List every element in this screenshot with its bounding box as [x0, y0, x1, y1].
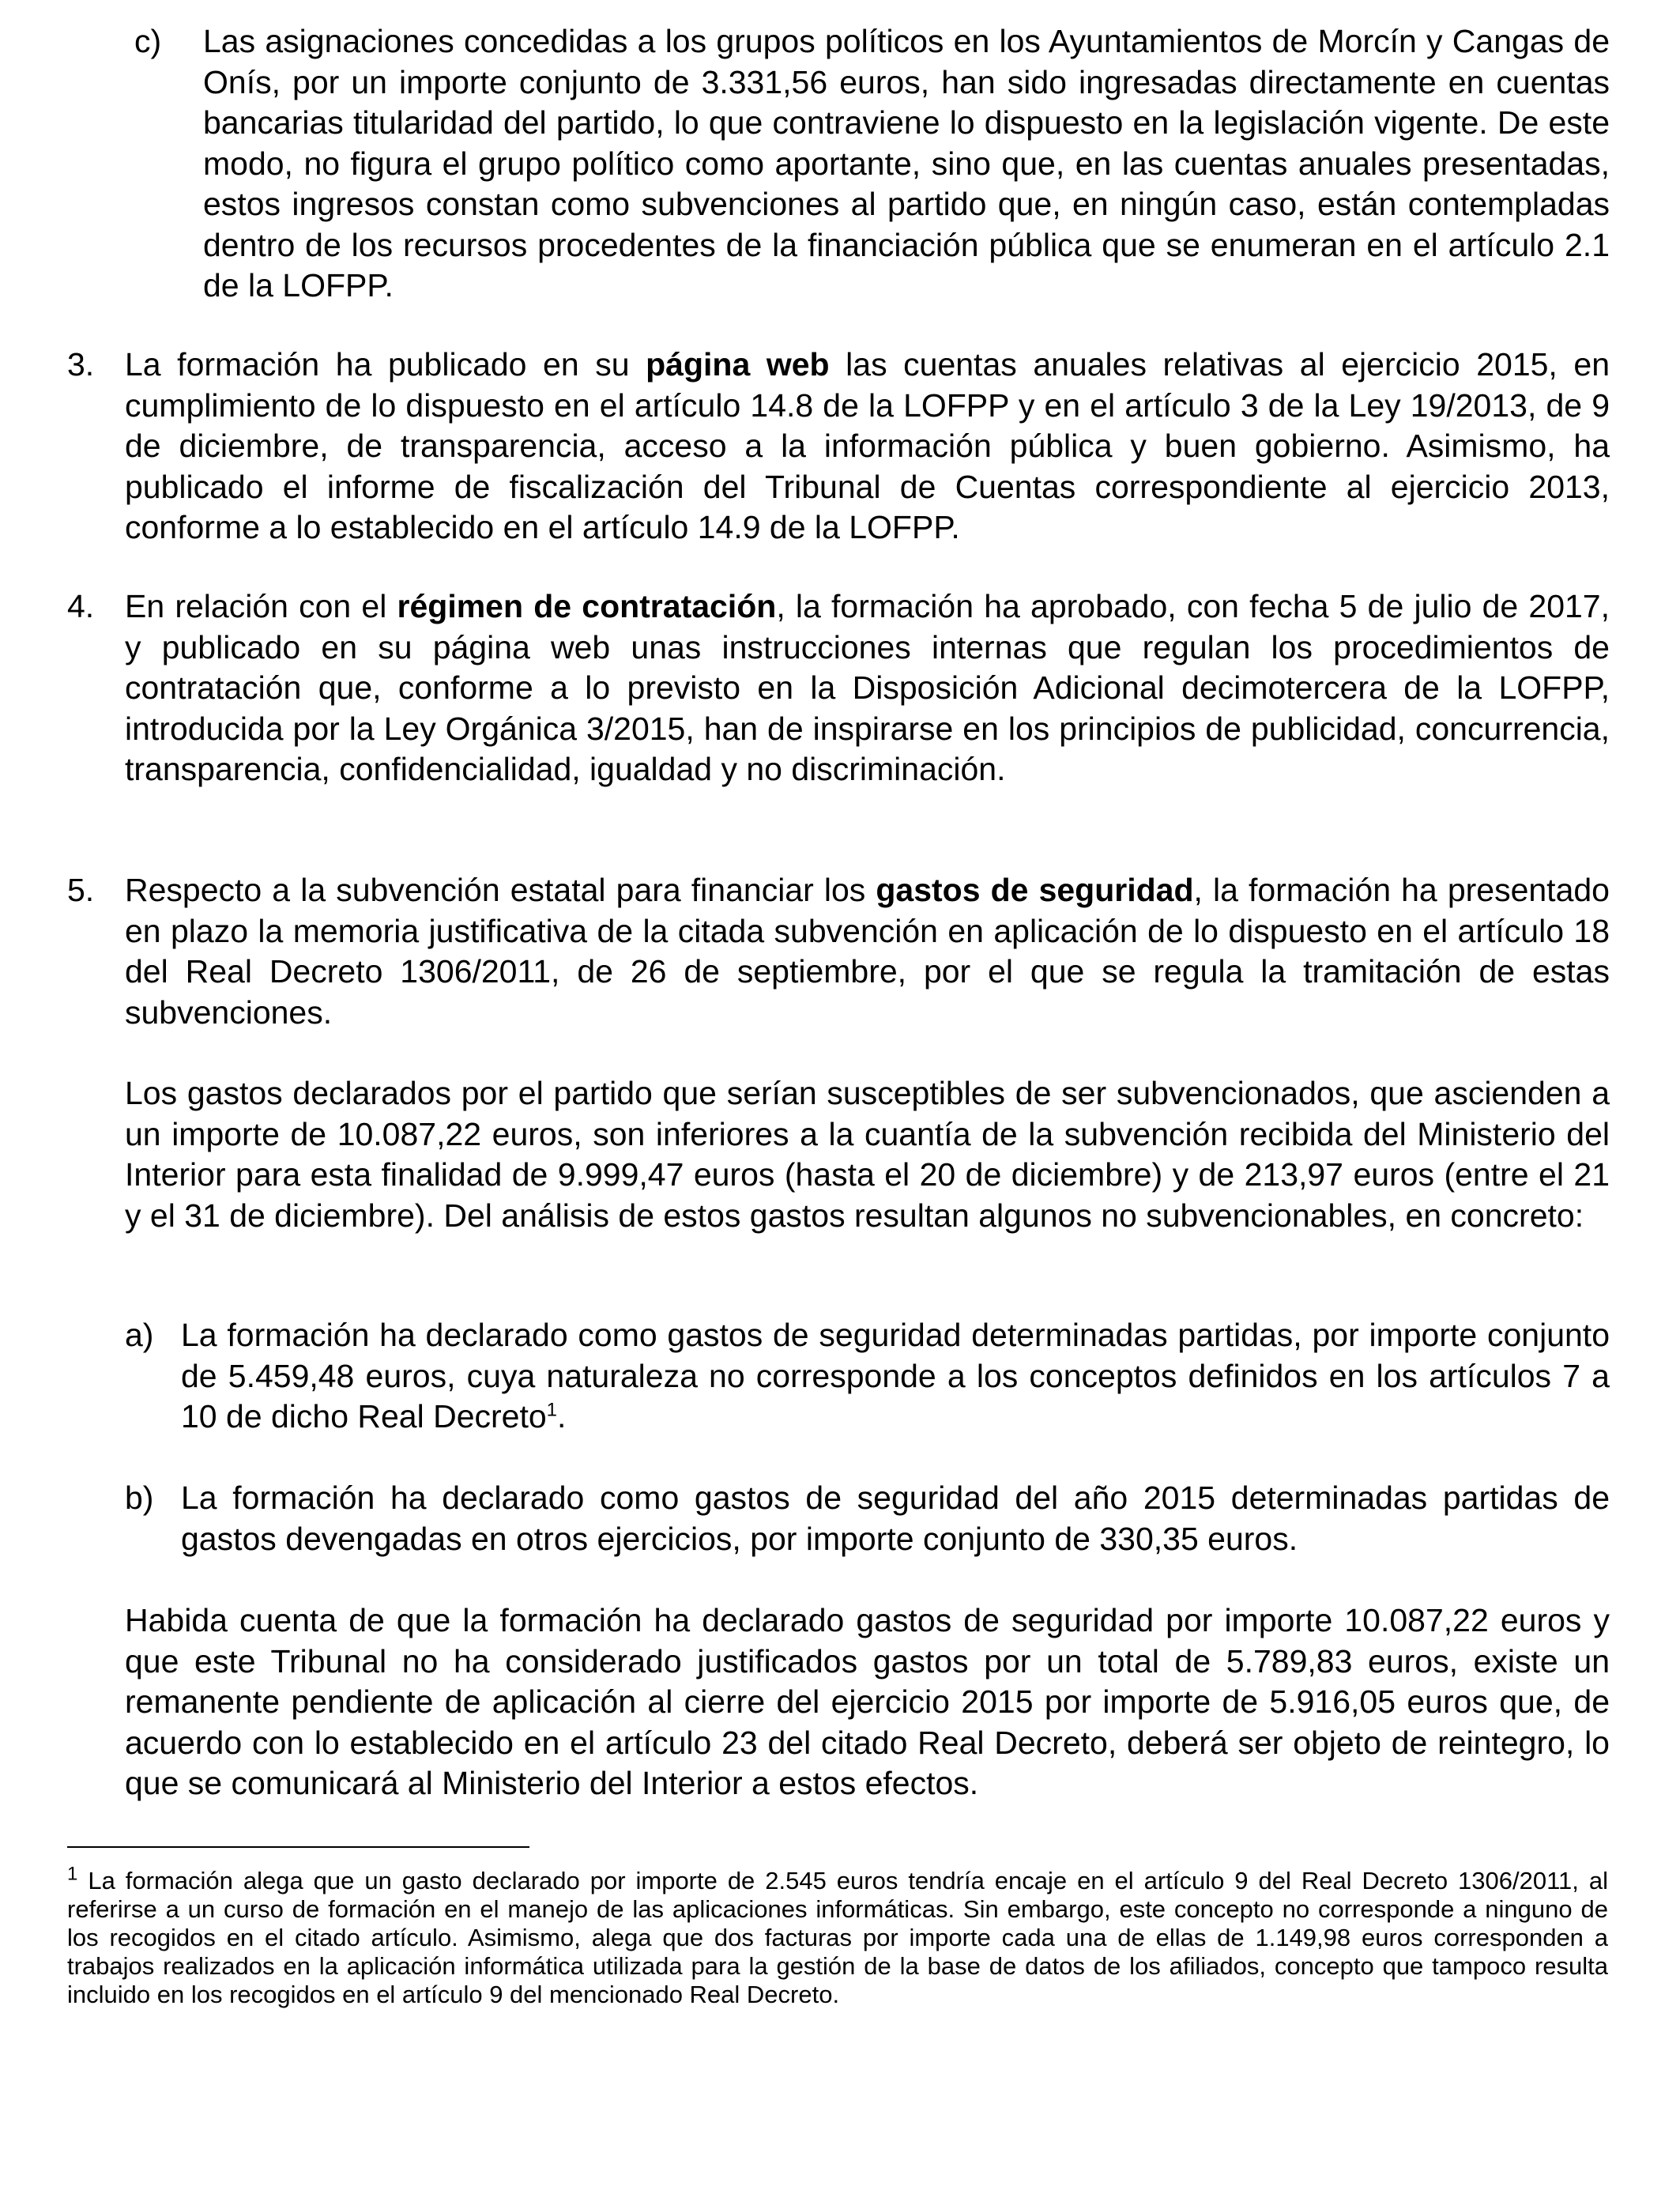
item-3-bold: página web	[646, 346, 830, 383]
item-5-bold: gastos de seguridad	[876, 872, 1194, 908]
item-5-sub-a-text	[181, 1315, 1610, 1438]
footnote-mark: 1	[67, 1863, 78, 1885]
item-4-label: 4.	[67, 588, 95, 624]
item-5-text	[125, 870, 1610, 1033]
footnote-ref: 1	[546, 1399, 558, 1421]
item-4-pre: En relación con el	[125, 588, 397, 624]
item-3-label: 3.	[67, 346, 95, 383]
item-5-pre: Respecto a la subvención estatal para financiar los	[125, 872, 876, 908]
footnote-text: La formación alega que un gasto declarado por importe de 2.545 euros tendría encaje en el artículo 9 del Real Decreto 1306/2011, al referirse a un curso de formación en el manejo de las aplicaciones informáticas. Sin embargo, este concepto no corresponde a ninguno de los recogidos en el citado artículo. Asimismo, alega que dos facturas por importe cada una de ellas de 1.149,98 euros corresponden a trabajos realizados en la aplicación informática utilizada para la gestión de la base de datos de los afiliados, concepto que tampoco resulta incluido en los recogidos en el artículo 9 del mencionado Real Decreto.	[67, 1867, 1608, 2008]
item-c-text: Las asignaciones concedidas a los grupos políticos en los Ayuntamientos de Morcín y Cangas de Onís, por un importe conjunto de 3.331,56 euros, han sido ingresadas directamente en cuentas bancarias titularidad del partido, lo que contraviene lo dispuesto en la legislación vigente. De este modo, no figura el grupo político como aportante, sino que, en las cuentas anuales presentadas, estos ingresos constan como subvenciones al partido que, en ningún caso, están contempladas dentro de los recursos procedentes de la financiación pública que se enumeran en el artículo 2.1 de la LOFPP.	[203, 23, 1610, 303]
item-5-sub-a-end: .	[557, 1398, 567, 1434]
item-3-post: las cuentas anuales relativas al ejercicio 2015, en cumplimiento de lo dispuesto en el artículo 14.8 de la LOFPP y en el artículo 3 de la Ley 19/2013, de 9 de diciembre, de transparencia, acceso a la información pública y buen gobierno. Asimismo, ha publicado el informe de fiscalización del Tribunal de Cuentas correspondiente al ejercicio 2013, conforme a lo establecido en el artículo 14.9 de la LOFPP.	[125, 346, 1610, 545]
item-5-para3: Habida cuenta de que la formación ha declarado gastos de seguridad por importe 10.087,22 euros y que este Tribunal no ha considerado justificados gastos por un total de 5.789,83 euros, existe un remanente pendiente de aplicación al cierre del ejercicio 2015 por importe de 5.916,05 euros que, de acuerdo con lo establecido en el artículo 23 del citado Real Decreto, deberá ser objeto de reintegro, lo que se comunicará al Ministerio del Interior a estos efectos.	[125, 1602, 1610, 1801]
item-4-bold: régimen de contratación	[397, 588, 777, 624]
item-5-sub-b-text: La formación ha declarado como gastos de seguridad del año 2015 determinadas partidas de gastos devengadas en otros ejercicios, por importe conjunto de 330,35 euros.	[181, 1480, 1610, 1557]
item-4-post: , la formación ha aprobado, con fecha 5 de julio de 2017, y publicado en su página web unas instrucciones internas que regulan los procedimientos de contratación que, conforme a lo previsto en la Disposición Adicional decimotercera de la LOFPP, introducida por la Ley Orgánica 3/2015, han de inspirarse en los principios de publicidad, concurrencia, transparencia, confidencialidad, igualdad y no discriminación.	[125, 588, 1610, 787]
item-3-text	[125, 345, 1610, 548]
item-c-label: c)	[134, 23, 162, 59]
item-5-sub-a-body: La formación ha declarado como gastos de seguridad determinadas partidas, por importe conjunto de 5.459,48 euros, cuya naturaleza no corresponde a los conceptos definidos en los artículos 7 a 10 de dicho Real Decreto	[181, 1317, 1610, 1434]
item-5-label: 5.	[67, 872, 95, 908]
item-3-pre: La formación ha publicado en su	[125, 346, 646, 383]
item-5-post: , la formación ha presentado en plazo la memoria justificativa de la citada subvención en aplicación de lo dispuesto en el artículo 18 del Real Decreto 1306/2011, de 26 de septiembre, por el que se regula la tramitación de estas subvenciones.	[125, 872, 1610, 1031]
item-5-para2: Los gastos declarados por el partido que serían susceptibles de ser subvencionados, que ascienden a un importe de 10.087,22 euros, son inferiores a la cuantía de la subvención recibida del Ministerio del Interior para esta finalidad de 9.999,47 euros (hasta el 20 de diciembre) y de 213,97 euros (entre el 21 y el 31 de diciembre). Del análisis de estos gastos resultan algunos no subvencionables, en concreto:	[125, 1075, 1610, 1234]
item-4-text	[125, 586, 1610, 790]
footnote	[67, 1863, 1608, 2009]
item-5-sub-b-label: b)	[125, 1480, 154, 1516]
item-5-sub-a-label: a)	[125, 1317, 154, 1353]
footnote-separator	[67, 1846, 529, 1848]
